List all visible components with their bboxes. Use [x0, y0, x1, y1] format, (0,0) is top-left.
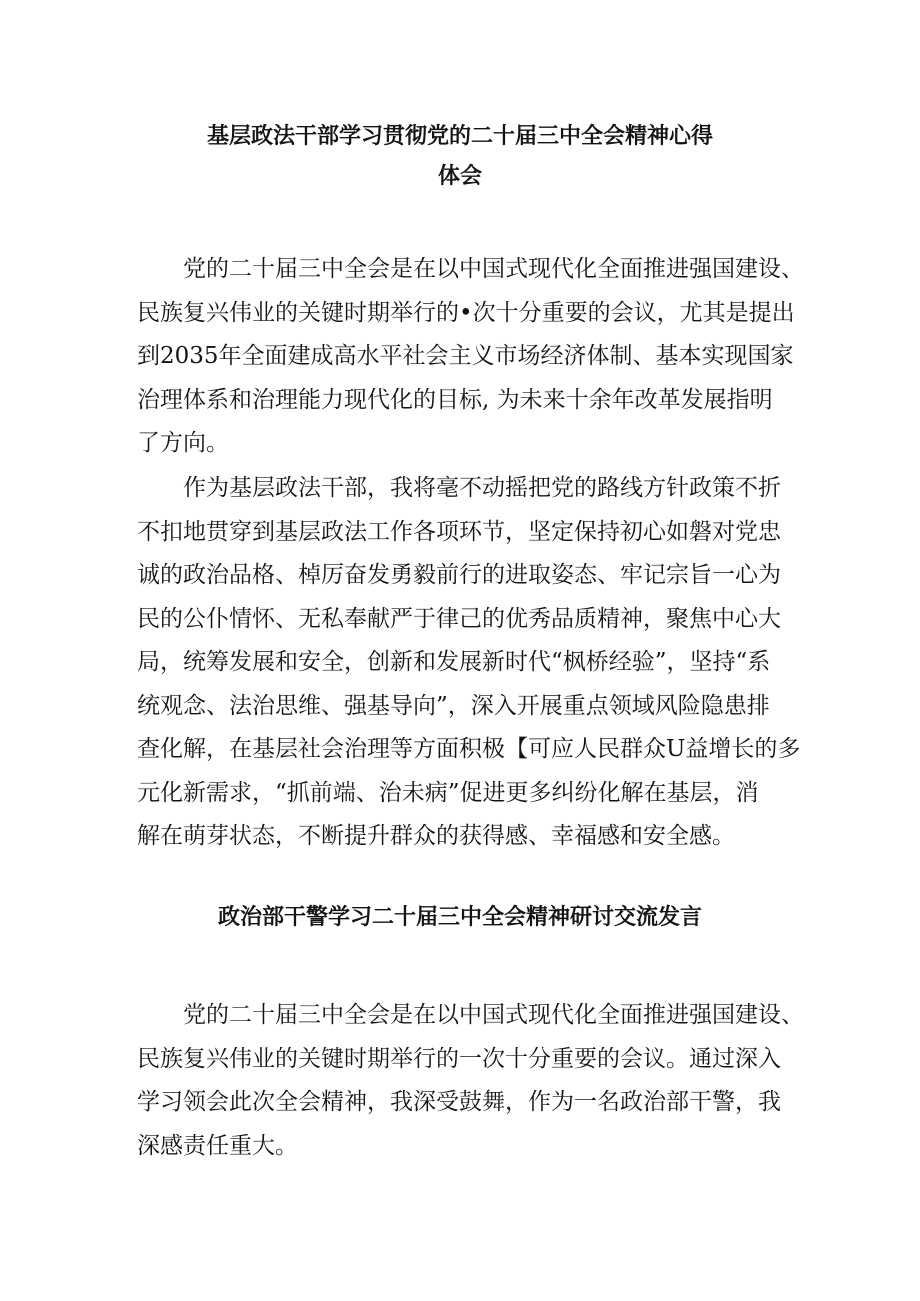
- text-line: 民族复兴伟业的关键时期举行的一次十分重要的会议。通过深入: [137, 1045, 781, 1072]
- article-2-paragraph-1: [137, 994, 807, 1168]
- text-line: 不扣地贯穿到基层政法工作各项环节，坚定保持初心如磐对党忠: [137, 518, 781, 545]
- text-line: 查化解，在基层社会治理等方面积极【可应人民群众U益增长的多: [137, 736, 801, 762]
- article-2-title-line-1: 政治部干警学习二十届三中全会精神研讨交流发言: [217, 905, 702, 930]
- text-line: 了方向。: [137, 430, 229, 456]
- article-1-title-line-2: 体会: [437, 164, 482, 189]
- text-line: 深感责任重大。: [137, 1132, 298, 1159]
- text-line: 局，统筹发展和安全，创新和发展新时代“枫桥经验”，坚持“系: [137, 649, 771, 675]
- text-line: 学习领会此次全会精神，我深受鼓舞，作为一名政治部干警，我: [137, 1089, 781, 1115]
- article-1-paragraph-1: [137, 248, 807, 466]
- text-line: 民族复兴伟业的关键时期举行的•次十分重要的会议，尤其是提出: [137, 299, 795, 326]
- text-line: 元化新需求，“抓前端、治未病”促进更多纠纷化解在基层，消: [137, 779, 759, 806]
- article-1-paragraph-2: [137, 467, 807, 859]
- article-2-title: [100, 898, 820, 938]
- article-1-title-line-1: 基层政法干部学习贯彻党的二十届三中全会精神心得: [206, 124, 713, 149]
- text-line: 统观念、法治思维、强基导向”，深入开展重点领域风险隐患排: [137, 692, 770, 719]
- text-line: 作为基层政法干部，我将毫不动摇把党的路线方针政策不折: [183, 475, 781, 501]
- text-line: 解在萌芽状态，不断提升群众的获得感、幸福感和安全感。: [137, 823, 735, 849]
- text-line: 党的二十届三中全会是在以中国式现代化全面推进强国建设、: [183, 1002, 804, 1028]
- text-line: 诚的政治品格、棹厉奋发勇毅前行的进取姿态、牢记宗旨一心为: [137, 562, 781, 588]
- text-line: 党的二十届三中全会是在以中国式现代化全面推进强国建设、: [183, 256, 804, 282]
- text-line: 到2035年全面建成高水平社会主义市场经济体制、基本实现国家: [137, 343, 794, 369]
- text-line: 民的公仆情怀、无私奉献严于律己的优秀品质精神，聚焦中心大: [137, 605, 781, 632]
- text-line: 治理体系和治理能力现代化的目标, 为未来十余年改革发展指明: [137, 386, 773, 413]
- article-1-title: [100, 117, 820, 197]
